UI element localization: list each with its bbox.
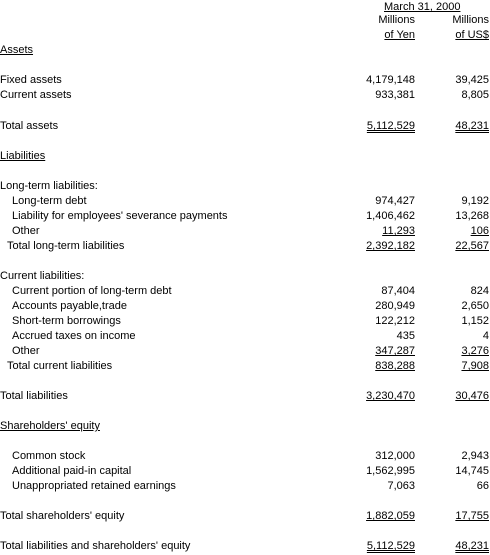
row-yen: 7,063 — [387, 480, 415, 492]
row-total-current-liabilities — [0, 359, 490, 373]
row-yen: 435 — [396, 330, 415, 342]
row-label: Fixed assets — [0, 74, 62, 86]
section-title: Shareholders' equity — [0, 420, 100, 432]
row-yen: 11,293 — [382, 225, 415, 237]
row-additional-paid-in-capital — [0, 464, 490, 478]
row-yen: 312,000 — [375, 450, 415, 462]
row-retained-earnings — [0, 479, 490, 493]
row-total-assets — [0, 119, 490, 133]
row-yen: 838,288 — [375, 360, 415, 372]
row-yen: 5,112,529 — [366, 540, 415, 552]
row-severance — [0, 209, 490, 223]
row-yen: 4,179,148 — [366, 74, 415, 86]
row-yen: 3,230,470 — [366, 390, 415, 402]
row-usd: 8,805 — [461, 89, 489, 101]
row-yen: 280,949 — [375, 300, 415, 312]
section-shareholders-equity — [0, 419, 490, 433]
row-label: Accrued taxes on income — [12, 330, 136, 342]
section-title: Liabilities — [0, 150, 46, 162]
section-title: Assets — [0, 44, 34, 56]
row-usd: 14,745 — [455, 465, 489, 477]
row-usd: 9,192 — [461, 195, 489, 207]
row-label: Other — [12, 225, 40, 237]
row-usd: 1,152 — [461, 315, 489, 327]
row-usd: 39,425 — [455, 74, 489, 86]
subsection-title: Current liabilities: — [0, 270, 85, 282]
row-usd: 17,755 — [455, 510, 489, 522]
row-label: Common stock — [12, 450, 86, 462]
row-label: Unappropriated retained earnings — [12, 480, 176, 492]
row-yen: 5,112,529 — [366, 120, 415, 132]
header-currency-row — [0, 28, 490, 42]
row-label: Total shareholders' equity — [0, 510, 125, 522]
row-yen: 347,287 — [375, 345, 415, 357]
row-long-term-debt — [0, 194, 490, 208]
row-yen: 1,882,059 — [366, 510, 415, 522]
row-label: Long-term debt — [12, 195, 87, 207]
row-label: Additional paid-in capital — [12, 465, 132, 477]
row-label: Current portion of long-term debt — [12, 285, 172, 297]
row-usd: 48,231 — [455, 120, 489, 132]
section-long-term-liabilities — [0, 179, 490, 193]
row-usd: 66 — [476, 480, 489, 492]
header-units-row — [0, 13, 490, 27]
row-yen: 2,392,182 — [366, 240, 415, 252]
row-yen: 87,404 — [381, 285, 415, 297]
row-label: Total liabilities — [0, 390, 68, 402]
row-label: Total current liabilities — [7, 360, 113, 372]
row-usd: 2,650 — [461, 300, 489, 312]
row-total-shareholders-equity — [0, 509, 490, 523]
row-current-portion — [0, 284, 490, 298]
row-fixed-assets — [0, 73, 490, 87]
row-usd: 7,908 — [461, 360, 489, 372]
section-current-liabilities — [0, 269, 490, 283]
col2-header-line2: of US$ — [455, 29, 489, 41]
row-usd: 2,943 — [461, 450, 489, 462]
row-label: Accounts payable,trade — [12, 300, 127, 312]
row-usd: 3,276 — [461, 345, 489, 357]
row-yen: 1,562,995 — [366, 465, 415, 477]
row-label: Total assets — [0, 120, 59, 132]
row-usd: 48,231 — [455, 540, 489, 552]
row-accounts-payable — [0, 299, 490, 313]
row-usd: 30,476 — [455, 390, 489, 402]
header-date: March 31, 2000 — [384, 1, 461, 13]
row-lt-other — [0, 224, 490, 238]
row-usd: 13,268 — [455, 210, 489, 222]
row-label: Other — [12, 345, 40, 357]
row-yen: 974,427 — [375, 195, 415, 207]
row-yen: 1,406,462 — [366, 210, 415, 222]
row-usd: 4 — [482, 330, 489, 342]
row-total-liabilities-and-equity — [0, 539, 490, 553]
row-yen: 122,212 — [375, 315, 415, 327]
row-short-term-borrowings — [0, 314, 490, 328]
row-usd: 22,567 — [455, 240, 489, 252]
col1-header-line1: Millions — [378, 14, 415, 26]
row-common-stock — [0, 449, 490, 463]
row-usd: 824 — [470, 285, 489, 297]
row-total-liabilities — [0, 389, 490, 403]
row-label: Current assets — [0, 89, 72, 101]
row-yen: 933,381 — [375, 89, 415, 101]
row-label: Liability for employees' severance payments — [12, 210, 228, 222]
section-liabilities — [0, 149, 490, 163]
row-label: Total liabilities and shareholders' equity — [0, 540, 191, 552]
section-assets — [0, 43, 490, 57]
row-usd: 106 — [470, 225, 489, 237]
col2-header-line1: Millions — [452, 14, 489, 26]
row-cl-other — [0, 344, 490, 358]
row-label: Short-term borrowings — [12, 315, 121, 327]
header-date-row — [0, 0, 490, 14]
row-accrued-taxes — [0, 329, 490, 343]
row-label: Total long-term liabilities — [7, 240, 125, 252]
row-total-lt-liabilities — [0, 239, 490, 253]
row-current-assets — [0, 88, 490, 102]
col1-header-line2: of Yen — [384, 29, 415, 41]
subsection-title: Long-term liabilities: — [0, 180, 98, 192]
